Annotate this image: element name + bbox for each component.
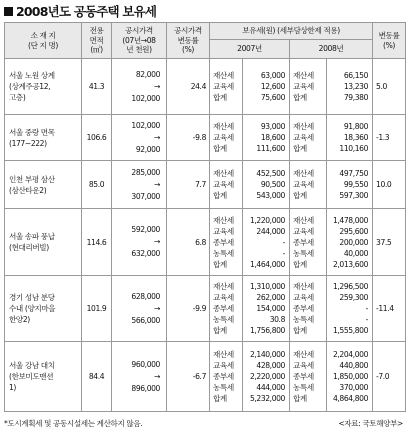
v2008-value: 91,800 (343, 122, 369, 131)
label-col (210, 59, 243, 115)
price-from: 628,000 (131, 291, 160, 301)
change-cell (167, 115, 210, 161)
area-cell (82, 59, 112, 115)
label-value: 재산세 (213, 122, 234, 131)
label-value: 종부세 (293, 372, 314, 381)
area-text: 41.3 (88, 82, 105, 91)
price-from: 960,000 (131, 359, 160, 369)
rate-cell (373, 115, 406, 161)
area-text: 106.6 (86, 133, 107, 142)
v2007-value: 5,232,000 (249, 394, 285, 403)
v2008-value: - (365, 315, 369, 324)
area-text: 114.6 (86, 237, 107, 247)
label-value: 농특세 (293, 383, 314, 392)
holding-tax-table (4, 22, 406, 412)
location-text: 서울 송파 풍납 (현대리버빌) (9, 232, 55, 252)
label-value: 재산세 (213, 350, 234, 359)
label-col (210, 115, 243, 161)
title-text: 2008년도 공동주택 보유세 (16, 4, 157, 19)
v2008-value: 295,600 (339, 226, 369, 236)
price-from: 82,000 (135, 69, 160, 79)
v2007-value: 1,220,000 (249, 215, 285, 225)
change-cell (167, 59, 210, 115)
label-col (290, 115, 327, 161)
label-value: 재산세 (293, 282, 314, 291)
label-col (210, 161, 243, 209)
label-value: 교육세 (293, 133, 314, 142)
v2008-value: 597,300 (339, 191, 369, 200)
change-cell (167, 276, 210, 342)
label-value: 합계 (293, 144, 307, 153)
label-col (210, 209, 243, 276)
label-col (210, 276, 243, 342)
label-value: 농특세 (213, 315, 234, 324)
v2008-value: 497,750 (339, 169, 369, 178)
label-value: 합계 (293, 394, 307, 403)
price-to: 896,000 (131, 383, 160, 393)
arrow-icon: → (154, 132, 160, 142)
label-value: 재산세 (293, 215, 314, 225)
area-text: 101.9 (86, 304, 107, 313)
v2008-col (327, 161, 373, 209)
v2008-value: 13,230 (343, 82, 369, 91)
v2007-value: 2,220,000 (249, 372, 285, 381)
v2007-value: - (282, 237, 285, 247)
table-row (5, 342, 406, 412)
v2007-value: 428,000 (256, 361, 285, 370)
rate-text: -11.4 (376, 304, 394, 313)
label-col (290, 161, 327, 209)
v2007-col (243, 276, 290, 342)
table-row (5, 209, 406, 276)
label-value: 교육세 (293, 82, 314, 91)
label-value: 교육세 (213, 82, 234, 91)
v2008-value: 259,300 (339, 293, 369, 302)
footer (4, 418, 405, 429)
v2007-value: 93,000 (260, 122, 285, 131)
label-col (210, 342, 243, 412)
table-row (5, 115, 406, 161)
arrow-icon: → (154, 237, 160, 246)
label-value: 교육세 (213, 133, 234, 142)
price-from: 285,000 (131, 167, 160, 177)
label-value: 재산세 (293, 71, 314, 80)
v2008-col (327, 59, 373, 115)
rate-cell (373, 209, 406, 276)
figure-title (4, 3, 156, 21)
v2008-value: 110,160 (339, 144, 369, 153)
area-cell (82, 209, 112, 276)
price-to: 92,000 (135, 144, 160, 154)
price-from: 592,000 (131, 225, 160, 234)
v2007-col (243, 59, 290, 115)
price-cell (112, 209, 167, 276)
v2007-value: 111,600 (256, 144, 285, 153)
v2007-value: 543,000 (256, 191, 285, 200)
label-value: 종부세 (293, 304, 314, 313)
area-cell (82, 276, 112, 342)
v2008-value: 200,000 (339, 237, 369, 247)
rate-text: -1.3 (376, 133, 390, 142)
v2007-value: 2,140,000 (249, 350, 285, 359)
arrow-icon: → (154, 371, 160, 381)
price-stack (112, 167, 160, 203)
rate-cell (373, 342, 406, 412)
v2007-value: 444,000 (256, 383, 285, 392)
label-value: 농특세 (213, 248, 234, 258)
label-value: 교육세 (293, 180, 314, 189)
label-value: 종부세 (293, 237, 314, 247)
label-value: 합계 (293, 191, 307, 200)
v2008-value: 99,550 (343, 180, 369, 189)
table-row (5, 59, 406, 115)
change-cell (167, 342, 210, 412)
change-text: 7.7 (195, 180, 206, 189)
v2007-value: 154,000 (256, 304, 285, 313)
square-bullet-icon (4, 7, 13, 16)
v2007-value: 63,000 (260, 71, 285, 80)
area-cell (82, 342, 112, 412)
label-value: 재산세 (213, 71, 234, 80)
v2007-value: 1,310,000 (249, 282, 285, 291)
price-cell (112, 115, 167, 161)
area-text: 84.4 (88, 372, 105, 381)
v2008-col (327, 115, 373, 161)
label-value: 합계 (293, 93, 307, 102)
v2007-value: 452,500 (256, 169, 285, 178)
label-value: 농특세 (213, 383, 234, 392)
v2008-col (327, 342, 373, 412)
label-value: 교육세 (293, 361, 314, 370)
location-cell (5, 276, 82, 342)
v2008-col (327, 209, 373, 276)
v2008-value: 440,800 (339, 361, 369, 370)
v2008-value: 40,000 (343, 248, 369, 258)
rate-text: 37.5 (376, 237, 392, 247)
change-text: -9.8 (192, 133, 206, 142)
price-to: 566,000 (131, 315, 160, 325)
v2007-value: 30.8 (269, 315, 285, 324)
price-stack (112, 69, 160, 105)
label-col (290, 59, 327, 115)
label-value: 교육세 (213, 293, 234, 302)
change-cell (167, 161, 210, 209)
label-col (290, 209, 327, 276)
v2008-value: 2,013,600 (332, 259, 369, 269)
location-cell (5, 115, 82, 161)
label-value: 농특세 (293, 248, 314, 258)
location-text: 서울 중랑 면목 (177~222) (9, 127, 55, 148)
change-text: 24.4 (190, 82, 206, 91)
v2008-value: 4,864,800 (332, 394, 369, 403)
label-value: 재산세 (213, 215, 234, 225)
location-text: 인천 부평 삼산 (삼산타운2) (9, 174, 55, 195)
v2008-value: 1,850,000 (332, 372, 369, 381)
v2007-col (243, 209, 290, 276)
v2008-value: 1,296,500 (332, 282, 369, 291)
header-tax: 보유세(원) (세부담상한제 적용) (210, 23, 373, 40)
label-value: 합계 (213, 191, 227, 200)
area-cell (82, 115, 112, 161)
rate-text: 10.0 (376, 180, 392, 189)
label-value: 교육세 (213, 226, 234, 236)
header-tax-change: 변동률 (%) (373, 23, 406, 59)
label-value: 교육세 (293, 293, 314, 302)
rate-cell (373, 161, 406, 209)
v2007-value: 244,000 (256, 226, 285, 236)
label-col (290, 276, 327, 342)
v2008-value: 66,150 (343, 71, 369, 80)
area-cell (82, 161, 112, 209)
header-price: 공시가격 (07년→08 년 천원) (112, 23, 167, 59)
location-text: 서울 노원 상계 (상계주공12, 고층) (9, 71, 55, 102)
label-value: 합계 (213, 259, 227, 269)
v2007-value: 1,756,800 (249, 326, 285, 335)
v2008-value: 1,478,000 (332, 215, 369, 225)
location-cell (5, 209, 82, 276)
label-value: 합계 (213, 144, 227, 153)
area-text: 85.0 (88, 180, 105, 189)
label-value: 재산세 (293, 350, 314, 359)
location-cell (5, 161, 82, 209)
label-value: 교육세 (213, 361, 234, 370)
header-2008: 2008년 (290, 40, 373, 59)
v2007-value: 90,500 (260, 180, 285, 189)
label-value: 재산세 (213, 282, 234, 291)
v2008-value: 79,380 (343, 93, 369, 102)
v2008-value: 370,000 (339, 383, 369, 392)
v2007-col (243, 342, 290, 412)
label-value: 종부세 (213, 304, 234, 313)
rate-cell (373, 276, 406, 342)
v2008-value: - (365, 304, 369, 313)
v2008-value: 18,360 (343, 133, 369, 142)
label-value: 재산세 (293, 122, 314, 131)
source-note: <자료: 국토해양부> (338, 419, 403, 428)
v2007-value: 262,000 (256, 293, 285, 302)
label-value: 재산세 (293, 169, 314, 178)
arrow-icon: → (154, 81, 160, 91)
header-2007: 2007년 (210, 40, 290, 59)
v2007-value: 75,600 (260, 93, 285, 102)
label-value: 재산세 (213, 169, 234, 178)
location-cell (5, 342, 82, 412)
location-text: 서울 강남 대치 (한보미도맨션 1) (9, 361, 55, 392)
rate-text: 5.0 (376, 82, 387, 91)
table-body (5, 59, 406, 412)
price-to: 102,000 (131, 93, 160, 103)
table-row (5, 276, 406, 342)
change-cell (167, 209, 210, 276)
change-text: -9.9 (192, 304, 206, 313)
price-to: 307,000 (131, 191, 160, 201)
header-area: 전용 면적 (㎡) (82, 23, 112, 59)
v2007-value: - (282, 248, 285, 258)
change-text: 6.8 (195, 237, 206, 247)
v2008-col (327, 276, 373, 342)
label-col (290, 342, 327, 412)
label-value: 합계 (213, 394, 227, 403)
header-location: 소 재 지 (단 지 명) (5, 23, 82, 59)
label-value: 종부세 (213, 372, 234, 381)
label-value: 농특세 (293, 315, 314, 324)
price-stack (112, 359, 160, 395)
arrow-icon: → (154, 179, 160, 189)
label-value: 교육세 (213, 180, 234, 189)
price-stack (112, 120, 160, 156)
v2008-value: 1,555,800 (332, 326, 369, 335)
price-from: 102,000 (131, 120, 160, 130)
location-cell (5, 59, 82, 115)
rate-cell (373, 59, 406, 115)
price-to: 632,000 (131, 249, 160, 258)
label-value: 합계 (213, 93, 227, 102)
label-value: 합계 (213, 326, 227, 335)
price-cell (112, 276, 167, 342)
table-row (5, 161, 406, 209)
label-value: 합계 (293, 326, 307, 335)
location-text: 경기 성남 분당 수내 (양지마을 한양2) (9, 293, 56, 324)
v2007-value: 1,464,000 (249, 259, 285, 269)
price-stack (112, 291, 160, 327)
label-value: 종부세 (213, 237, 234, 247)
header-change: 공시가격 변동률 (%) (167, 23, 210, 59)
v2007-value: 12,600 (260, 82, 285, 91)
label-value: 합계 (293, 259, 307, 269)
change-text: -6.7 (192, 372, 206, 381)
arrow-icon: → (154, 303, 160, 313)
v2007-col (243, 115, 290, 161)
price-cell (112, 59, 167, 115)
rate-text: -7.0 (376, 372, 390, 381)
v2008-value: 2,204,000 (332, 350, 369, 359)
label-value: 교육세 (293, 226, 314, 236)
price-cell (112, 342, 167, 412)
price-stack (112, 224, 160, 260)
footnote: *도시계획세 및 공동시설세는 계산하지 않음. (4, 419, 143, 428)
v2007-value: 18,600 (260, 133, 285, 142)
v2007-col (243, 161, 290, 209)
price-cell (112, 161, 167, 209)
